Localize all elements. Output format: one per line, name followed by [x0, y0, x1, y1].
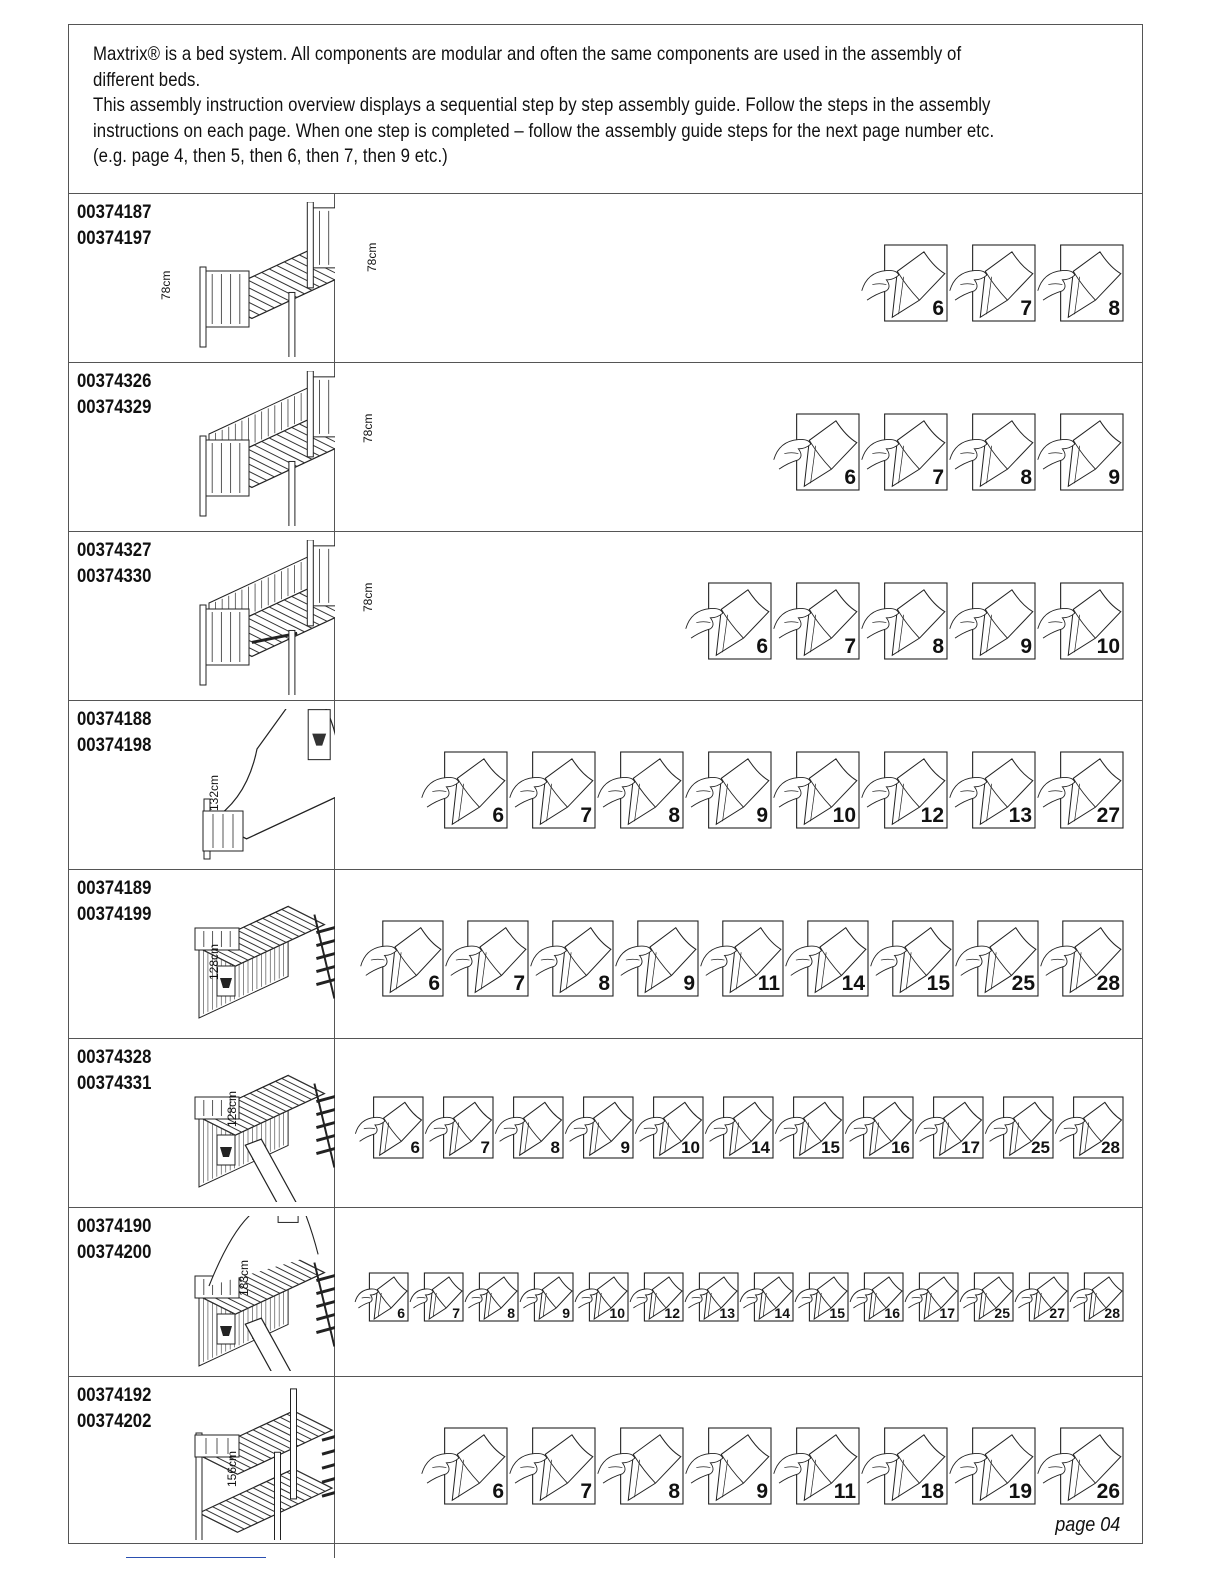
- page-step-item[interactable]: [860, 244, 948, 322]
- page-step-item[interactable]: [844, 1096, 914, 1159]
- page-step-number: 28: [1104, 1305, 1120, 1321]
- article-number: 00374187: [77, 202, 152, 223]
- page-step-number: 26: [1096, 1480, 1120, 1503]
- page-step-number: 15: [829, 1305, 845, 1321]
- page-step-item[interactable]: [359, 920, 444, 997]
- article-codes: [77, 1045, 151, 1097]
- page-step-number: 25: [1011, 972, 1035, 995]
- bed-model-cell: [69, 870, 335, 1038]
- page-number: page 04: [1054, 1514, 1120, 1536]
- height-dimension: 78cm: [361, 413, 375, 443]
- bed-row: [69, 870, 1142, 1039]
- article-number: 00374188: [77, 709, 152, 730]
- page-step-item[interactable]: [574, 1272, 629, 1322]
- page-step-number: 9: [756, 804, 768, 827]
- page-step-item[interactable]: [984, 1096, 1054, 1159]
- height-dimension: 128cm: [207, 943, 221, 980]
- page-step-number: 13: [719, 1305, 735, 1321]
- height-dimension: 156cm: [225, 1450, 239, 1487]
- page-step-item[interactable]: [774, 1096, 844, 1159]
- page-step-number: 9: [1108, 466, 1120, 489]
- assembly-steps-cell: [335, 532, 1142, 700]
- page-step-number: 14: [774, 1305, 790, 1321]
- page-step-item[interactable]: [614, 920, 699, 997]
- assembly-steps-cell: [335, 1208, 1142, 1376]
- page-step-number: 6: [410, 1138, 420, 1157]
- article-number: 00374330: [77, 566, 152, 587]
- page-step-item[interactable]: [948, 582, 1036, 660]
- page-step-item[interactable]: [444, 920, 529, 997]
- bed-model-cell: [69, 1208, 335, 1376]
- page-step-number: 9: [562, 1305, 570, 1321]
- page-step-item[interactable]: [1036, 244, 1124, 322]
- page-step-number: 8: [1108, 297, 1120, 320]
- page-step-item[interactable]: [794, 1272, 849, 1322]
- article-codes: [77, 707, 151, 759]
- page-step-number: 10: [681, 1138, 700, 1157]
- article-number: 00374328: [77, 1047, 152, 1068]
- page-step-item[interactable]: [1036, 413, 1124, 491]
- article-codes: [77, 876, 151, 928]
- page-step-item[interactable]: [739, 1272, 794, 1322]
- height-dimension: 78cm: [365, 242, 379, 272]
- page-step-item[interactable]: [869, 920, 954, 997]
- page-step-item[interactable]: [1069, 1272, 1124, 1322]
- page-step-number: 6: [492, 1480, 504, 1503]
- page-step-item[interactable]: [519, 1272, 574, 1322]
- bed-row: [69, 1039, 1142, 1208]
- bed-model-cell: [69, 532, 375, 700]
- article-codes: [77, 200, 151, 252]
- page-step-item[interactable]: [420, 751, 508, 829]
- intro-line: instructions on each page. When one step is completed – follow the assembly guide steps for the next page number etc.: [93, 119, 995, 142]
- page-step-item[interactable]: [948, 751, 1036, 829]
- page-step-number: 28: [1101, 1138, 1120, 1157]
- page-step-item[interactable]: [596, 1427, 684, 1505]
- page-step-item[interactable]: [1036, 751, 1124, 829]
- page-step-number: 7: [580, 1480, 592, 1503]
- assembly-steps-cell: [335, 870, 1142, 1038]
- article-number: 00374200: [77, 1242, 152, 1263]
- page-step-list: [420, 751, 1124, 829]
- page-step-item[interactable]: [860, 413, 948, 491]
- page-step-number: 25: [1031, 1138, 1050, 1157]
- page-step-number: 7: [480, 1138, 490, 1157]
- page-step-number: 12: [920, 804, 944, 827]
- page-step-item[interactable]: [564, 1096, 634, 1159]
- page-step-number: 11: [833, 1480, 856, 1503]
- page-step-item[interactable]: [420, 1427, 508, 1505]
- bed-row: [69, 532, 1142, 701]
- page-step-list: [354, 1096, 1124, 1159]
- page-step-item[interactable]: [954, 920, 1039, 997]
- page-step-number: 9: [620, 1138, 630, 1157]
- height-dimension: 78cm: [159, 270, 173, 300]
- page-step-number: 18: [920, 1480, 944, 1503]
- page-step-number: 7: [580, 804, 592, 827]
- bed-row: [69, 363, 1142, 532]
- bed-rows: [69, 194, 1142, 1558]
- page-step-item[interactable]: [354, 1096, 424, 1159]
- page-step-number: 27: [1049, 1305, 1065, 1321]
- page-step-item[interactable]: [772, 1427, 860, 1505]
- page-step-number: 6: [397, 1305, 405, 1321]
- assembly-steps-cell: [335, 194, 1142, 362]
- page-step-item[interactable]: [1036, 1427, 1124, 1505]
- article-number: 00374329: [77, 397, 152, 418]
- assembly-steps-cell: [335, 701, 1142, 869]
- page-step-item[interactable]: [634, 1096, 704, 1159]
- page-step-number: 6: [756, 635, 768, 658]
- page-step-item[interactable]: [772, 582, 860, 660]
- page-step-list: [420, 1427, 1124, 1505]
- page-step-item[interactable]: [684, 582, 772, 660]
- page-step-item[interactable]: [948, 244, 1036, 322]
- page-step-item[interactable]: [772, 413, 860, 491]
- page-step-item[interactable]: [948, 1427, 1036, 1505]
- page-step-number: 8: [550, 1138, 560, 1157]
- page-step-number: 14: [751, 1138, 770, 1157]
- article-number: 00374189: [77, 878, 152, 899]
- page-step-item[interactable]: [684, 1272, 739, 1322]
- assembly-steps-cell: [335, 1039, 1142, 1207]
- intro-text: [69, 25, 1142, 194]
- page-step-list: [684, 582, 1124, 660]
- bed-model-cell: [69, 363, 375, 531]
- page-step-item[interactable]: [596, 751, 684, 829]
- page-step-list: [359, 920, 1124, 997]
- page-step-number: 10: [1096, 635, 1120, 658]
- bed-row: [69, 1208, 1142, 1377]
- intro-line: (e.g. page 4, then 5, then 6, then 7, then 9 etc.): [93, 145, 448, 167]
- height-dimension: 132cm: [207, 774, 221, 811]
- page-step-number: 10: [832, 804, 856, 827]
- page-step-number: 6: [428, 972, 440, 995]
- page-step-list: [772, 413, 1124, 491]
- page-step-item[interactable]: [464, 1272, 519, 1322]
- page-step-number: 13: [1008, 804, 1032, 827]
- page-step-item[interactable]: [860, 582, 948, 660]
- page-step-number: 6: [844, 466, 856, 489]
- assembly-steps-cell: [335, 363, 1142, 531]
- page-step-item[interactable]: [629, 1272, 684, 1322]
- bed-row: [69, 701, 1142, 870]
- height-dimension: 128cm: [225, 1090, 239, 1127]
- page-step-item[interactable]: [529, 920, 614, 997]
- page-step-item[interactable]: [684, 1427, 772, 1505]
- page-step-item[interactable]: [1039, 920, 1124, 997]
- page-step-number: 9: [683, 972, 695, 995]
- page-step-number: 11: [757, 972, 780, 995]
- page-step-number: 19: [1008, 1480, 1032, 1503]
- page-step-item[interactable]: [508, 751, 596, 829]
- bed-model-cell: [69, 1039, 335, 1207]
- bed-model-cell: [69, 1377, 335, 1558]
- page-step-number: 6: [932, 297, 944, 320]
- link-underline: [126, 1557, 266, 1558]
- article-number: 00374331: [77, 1073, 152, 1094]
- page-step-item[interactable]: [860, 751, 948, 829]
- page-step-item[interactable]: [914, 1096, 984, 1159]
- page-step-item[interactable]: [494, 1096, 564, 1159]
- page-step-number: 8: [507, 1305, 515, 1321]
- page-step-number: 9: [1020, 635, 1032, 658]
- page-step-number: 7: [844, 635, 856, 658]
- page-step-item[interactable]: [959, 1272, 1014, 1322]
- page-step-number: 28: [1096, 972, 1120, 995]
- bed-model-cell: [69, 194, 379, 362]
- page-step-number: 7: [1020, 297, 1032, 320]
- page-step-number: 8: [598, 972, 610, 995]
- assembly-steps-cell: [335, 1377, 1142, 1558]
- page-step-number: 7: [513, 972, 525, 995]
- bed-model-cell: [69, 701, 335, 869]
- page-step-item[interactable]: [1036, 582, 1124, 660]
- page-step-item[interactable]: [772, 751, 860, 829]
- article-codes: [77, 538, 151, 590]
- article-codes: [77, 1214, 151, 1266]
- page-step-number: 15: [926, 972, 950, 995]
- page-step-number: 8: [668, 804, 680, 827]
- page-step-item[interactable]: [354, 1272, 409, 1322]
- assembly-overview-table: [68, 24, 1143, 1544]
- page-step-item[interactable]: [849, 1272, 904, 1322]
- page-step-number: 8: [932, 635, 944, 658]
- page-step-number: 9: [756, 1480, 768, 1503]
- page-step-number: 16: [884, 1305, 900, 1321]
- intro-line: different beds.: [93, 68, 201, 91]
- page-step-number: 8: [1020, 466, 1032, 489]
- page-step-item[interactable]: [508, 1427, 596, 1505]
- intro-line: Maxtrix® is a bed system. All components are modular and often the same components are used in the assembly of: [93, 43, 962, 65]
- article-number: 00374198: [77, 735, 152, 756]
- page-step-item[interactable]: [1054, 1096, 1124, 1159]
- height-dimension: 183cm: [237, 1259, 251, 1296]
- page-step-number: 7: [452, 1305, 460, 1321]
- page-step-number: 25: [994, 1305, 1010, 1321]
- bed-row: [69, 1377, 1142, 1558]
- height-dimension: 78cm: [361, 582, 375, 612]
- page-step-item[interactable]: [784, 920, 869, 997]
- page-step-number: 12: [664, 1305, 680, 1321]
- page-step-number: 27: [1096, 804, 1120, 827]
- article-number: 00374197: [77, 228, 152, 249]
- page-step-item[interactable]: [409, 1272, 464, 1322]
- article-number: 00374326: [77, 371, 152, 392]
- page-step-item[interactable]: [904, 1272, 959, 1322]
- article-codes: [77, 369, 151, 421]
- page-step-item[interactable]: [948, 413, 1036, 491]
- page-step-item[interactable]: [424, 1096, 494, 1159]
- page-step-item[interactable]: [684, 751, 772, 829]
- page-step-list: [354, 1272, 1124, 1322]
- page-step-number: 7: [932, 466, 944, 489]
- article-number: 00374192: [77, 1385, 152, 1406]
- page-step-number: 8: [668, 1480, 680, 1503]
- page-step-number: 17: [939, 1305, 955, 1321]
- intro-line: This assembly instruction overview displays a sequential step by step assembly guide. Follow the steps in the assembly: [93, 94, 991, 116]
- page-step-number: 10: [609, 1305, 625, 1321]
- page-step-number: 6: [492, 804, 504, 827]
- article-number: 00374190: [77, 1216, 152, 1237]
- page-step-item[interactable]: [860, 1427, 948, 1505]
- page-step-number: 15: [821, 1138, 840, 1157]
- article-codes: [77, 1383, 151, 1435]
- page-step-item[interactable]: [1014, 1272, 1069, 1322]
- article-number: 00374199: [77, 904, 152, 925]
- page-step-number: 17: [961, 1138, 980, 1157]
- page-step-item[interactable]: [704, 1096, 774, 1159]
- page-step-number: 16: [891, 1138, 910, 1157]
- bed-row: [69, 194, 1142, 363]
- page-step-item[interactable]: [699, 920, 784, 997]
- article-number: 00374327: [77, 540, 152, 561]
- page-step-number: 14: [841, 972, 865, 995]
- page-step-list: [860, 244, 1124, 322]
- article-number: 00374202: [77, 1411, 152, 1432]
